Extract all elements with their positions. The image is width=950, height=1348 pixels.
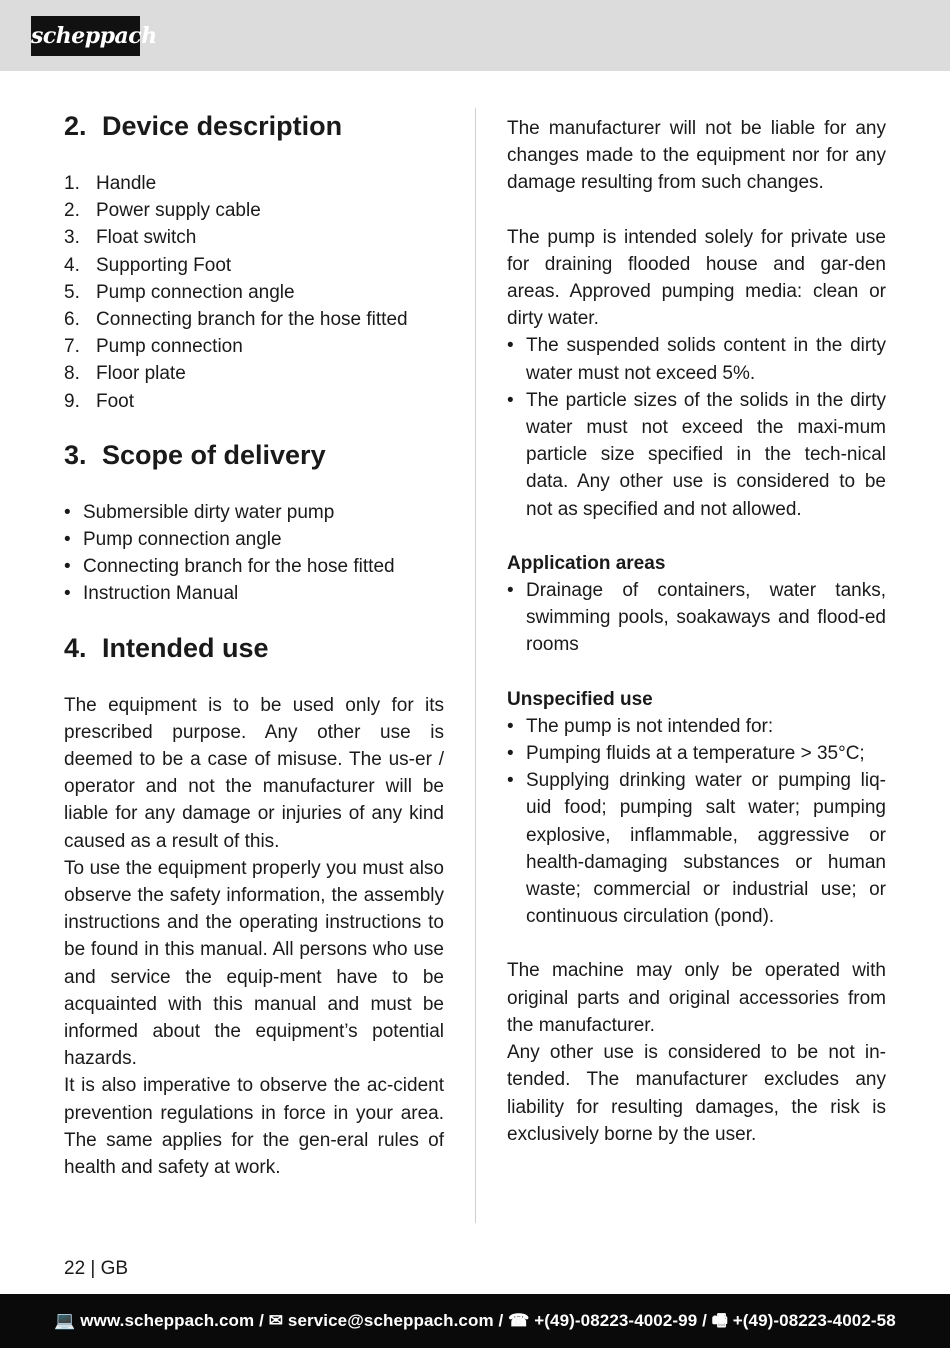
item-label: Supporting Foot [96,254,232,276]
left-column [64,108,444,1181]
page-number: 22 | GB [64,1258,129,1279]
list-item [64,224,444,251]
body-paragraph: To use the equipment properly you must also observe the safety information, the assembly instructions and the operating instructions to be found in this manual. All persons who use and service the equip-ment have to be acquainted with this manual and must be informed about the equipment’s potential hazards. [64,857,444,1070]
item-label: Pump connection angle [96,281,295,303]
list-item [64,197,444,224]
body-paragraph: The pump is intended solely for private use for draining flooded house and gar-den areas. Approved pumping media: clean or dirty water. [507,226,886,330]
list-item: • Pump connection angle [64,526,444,553]
item-label: Floor plate [96,363,186,385]
section-number: 2. [64,111,87,141]
list-item [64,333,444,360]
item-number: 8. [64,363,80,385]
list-item [64,279,444,306]
application-bullets [507,577,886,659]
section-title: Device description [102,111,343,141]
body-paragraph: It is also imperative to observe the ac-cident prevention regulations in force in your area. The same applies for the gen-eral rules of health and safety at work. [64,1075,444,1179]
section-heading-device-description [64,108,444,144]
item-label: Connecting branch for the hose fitted [96,309,408,331]
item-label: Handle [96,173,157,194]
item-number: 5. [64,281,80,303]
item-label: Pump connection [96,336,243,358]
list-item: • Pumping fluids at a temperature > 35°C; [507,740,886,767]
item-number: 7. [64,336,80,358]
item-label: Power supply cable [96,200,261,222]
delivery-list [64,499,444,608]
item-number: 4. [64,254,80,276]
item-label: Foot [96,390,135,412]
body-paragraph: Any other use is considered to be not in-tended. The manufacturer excludes any liability for resulting damages, the risk is exclusively borne by the user. [507,1042,886,1145]
body-paragraph: The manufacturer will not be liable for any changes made to the equipment nor for any damage resulting from such changes. [507,118,886,194]
section-title: Scope of delivery [102,439,326,470]
list-item: • Connecting branch for the hose fitted [64,553,444,580]
list-item [64,306,444,333]
list-item [64,360,444,387]
section-number: 3. [64,439,87,470]
item-number: 1. [64,173,80,194]
section-heading-scope-of-delivery [64,437,444,473]
list-item: • Drainage of containers, water tanks, swimming pools, soakaways and flood-ed rooms [507,577,886,659]
section-number: 4. [64,632,87,663]
list-item [64,170,444,197]
body-paragraph: The equipment is to be used only for its prescribed purpose. Any other use is deemed to be a case of misuse. The us-er / operator and not the manufacturer will be liable for any damage or injuries of any kind caused as a result of this. [64,694,444,852]
list-item [64,388,444,415]
list-item [64,252,444,279]
purpose-bullets [507,332,886,522]
subheading-unspecified-use: Unspecified use [507,688,653,710]
scheppach-logo: scheppach [31,16,140,56]
list-item: • Supplying drinking water or pumping liq-uid food; pumping salt water; pumping explosive, inflammable, aggressive or health-damaging substances or human waste; commercial or industrial use; or continuous circulation (pond). [507,767,886,930]
subheading-application-areas: Application areas [507,552,666,574]
contact-text: 💻 www.scheppach.com / ✉ service@scheppach.com / ☎ +(49)-08223-4002-99 / 🖷 +(49)-08223-4002-58 [54,1311,896,1330]
item-number: 3. [64,227,80,249]
item-number: 9. [64,390,80,412]
list-item: • Submersible dirty water pump [64,499,444,526]
column-divider [475,108,476,1223]
list-item: • The suspended solids content in the dirty water must not exceed 5%. [507,332,886,386]
item-number: 2. [64,200,80,222]
device-parts-list [64,170,444,415]
list-item: • The pump is not intended for: [507,713,886,740]
right-column [507,115,886,1148]
header-bar [0,0,950,71]
section-heading-intended-use [64,630,444,666]
list-item: • Instruction Manual [64,580,444,607]
list-item: • The particle sizes of the solids in the dirty water must not exceed the maxi-mum particle size specified in the tech-nical data. Any other use is considered to be not as specified and not allowed. [507,387,886,523]
item-label: Float switch [96,227,197,249]
section-title: Intended use [102,632,269,663]
contact-bar [0,1294,950,1348]
body-paragraph: The machine may only be operated with original parts and original accessories from the manufacturer. [507,960,886,1036]
item-number: 6. [64,309,80,331]
unspecified-bullets [507,713,886,931]
